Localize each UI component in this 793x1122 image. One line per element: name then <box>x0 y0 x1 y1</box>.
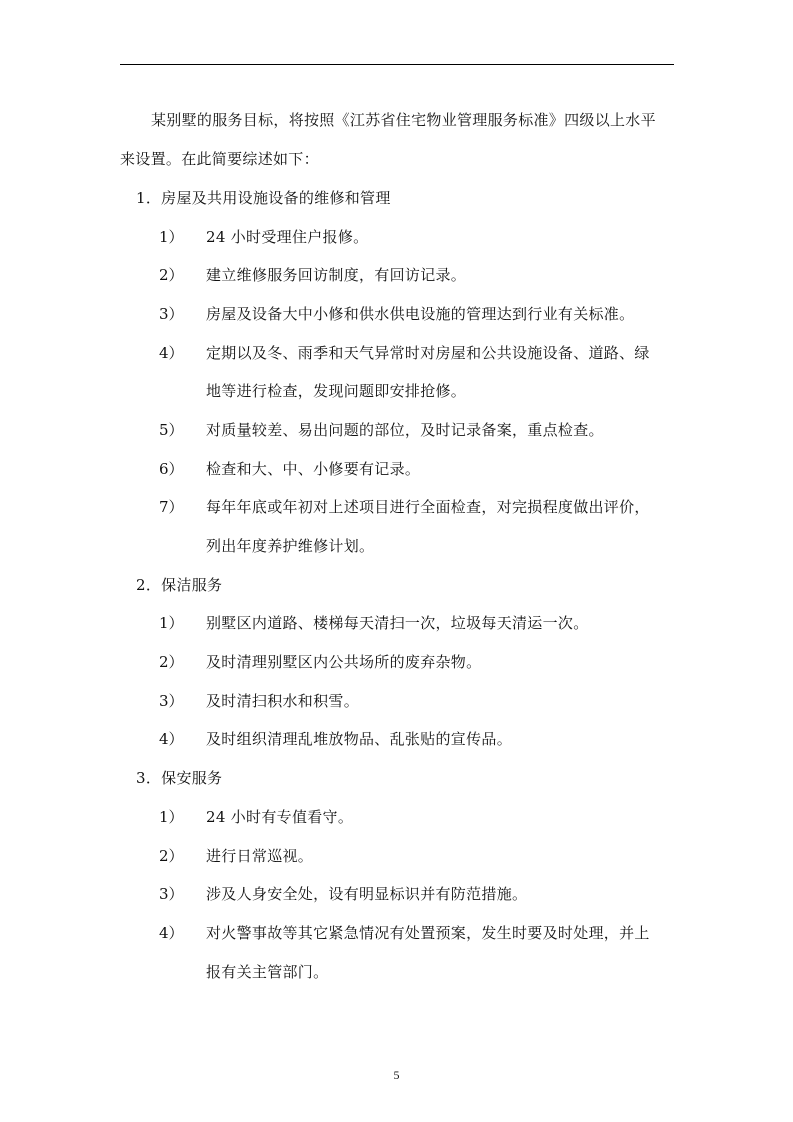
item-text: 每年年底或年初对上述项目进行全面检查，对完损程度做出评价， <box>206 498 650 516</box>
item-text-continued: 报有关主管部门。 <box>206 963 329 981</box>
intro-line-2: 来设置。在此简要综述如下： <box>120 150 319 168</box>
item-number: 5） <box>159 421 184 439</box>
section-heading-2: 2．保洁服务 <box>136 576 223 594</box>
item-text: 检查和大、中、小修要有记录。 <box>206 460 421 478</box>
item-text: 建立维修服务回访制度，有回访记录。 <box>206 266 467 284</box>
item-text: 进行日常巡视。 <box>206 847 314 865</box>
item-number: 3） <box>159 305 184 323</box>
item-text: 涉及人身安全处，设有明显标识并有防范措施。 <box>206 885 528 903</box>
item-number: 2） <box>159 266 184 284</box>
section-heading-3: 3．保安服务 <box>136 769 223 787</box>
item-text: 及时清理别墅区内公共场所的废弃杂物。 <box>206 653 482 671</box>
item-number: 1） <box>159 614 184 632</box>
item-text: 24 小时有专值看守。 <box>206 808 354 826</box>
item-text: 24 小时受理住户报修。 <box>206 228 369 246</box>
item-number: 4） <box>159 730 184 748</box>
item-number: 3） <box>159 885 184 903</box>
intro-line-1: 某别墅的服务目标，将按照《江苏省住宅物业管理服务标准》四级以上水平 <box>151 111 656 129</box>
item-number: 4） <box>159 924 184 942</box>
item-number: 1） <box>159 808 184 826</box>
item-number: 1） <box>159 228 184 246</box>
item-number: 6） <box>159 460 184 478</box>
item-number: 4） <box>159 344 184 362</box>
item-text: 定期以及冬、雨季和天气异常时对房屋和公共设施设备、道路、绿 <box>206 344 650 362</box>
item-text-continued: 地等进行检查，发现问题即安排抢修。 <box>206 382 467 400</box>
item-text: 房屋及设备大中小修和供水供电设施的管理达到行业有关标准。 <box>206 305 635 323</box>
item-number: 7） <box>159 498 184 516</box>
item-number: 3） <box>159 692 184 710</box>
page-number: 5 <box>393 1068 400 1082</box>
item-text: 对火警事故等其它紧急情况有处置预案，发生时要及时处理，并上 <box>206 924 650 942</box>
item-text: 别墅区内道路、楼梯每天清扫一次，垃圾每天清运一次。 <box>206 614 589 632</box>
item-text: 及时清扫积水和积雪。 <box>206 692 360 710</box>
item-number: 2） <box>159 847 184 865</box>
header-rule <box>120 64 674 65</box>
section-heading-1: 1．房屋及共用设施设备的维修和管理 <box>136 189 391 207</box>
item-text: 对质量较差、易出问题的部位，及时记录备案，重点检查。 <box>206 421 604 439</box>
item-number: 2） <box>159 653 184 671</box>
item-text-continued: 列出年度养护维修计划。 <box>206 537 375 555</box>
item-text: 及时组织清理乱堆放物品、乱张贴的宣传品。 <box>206 730 513 748</box>
